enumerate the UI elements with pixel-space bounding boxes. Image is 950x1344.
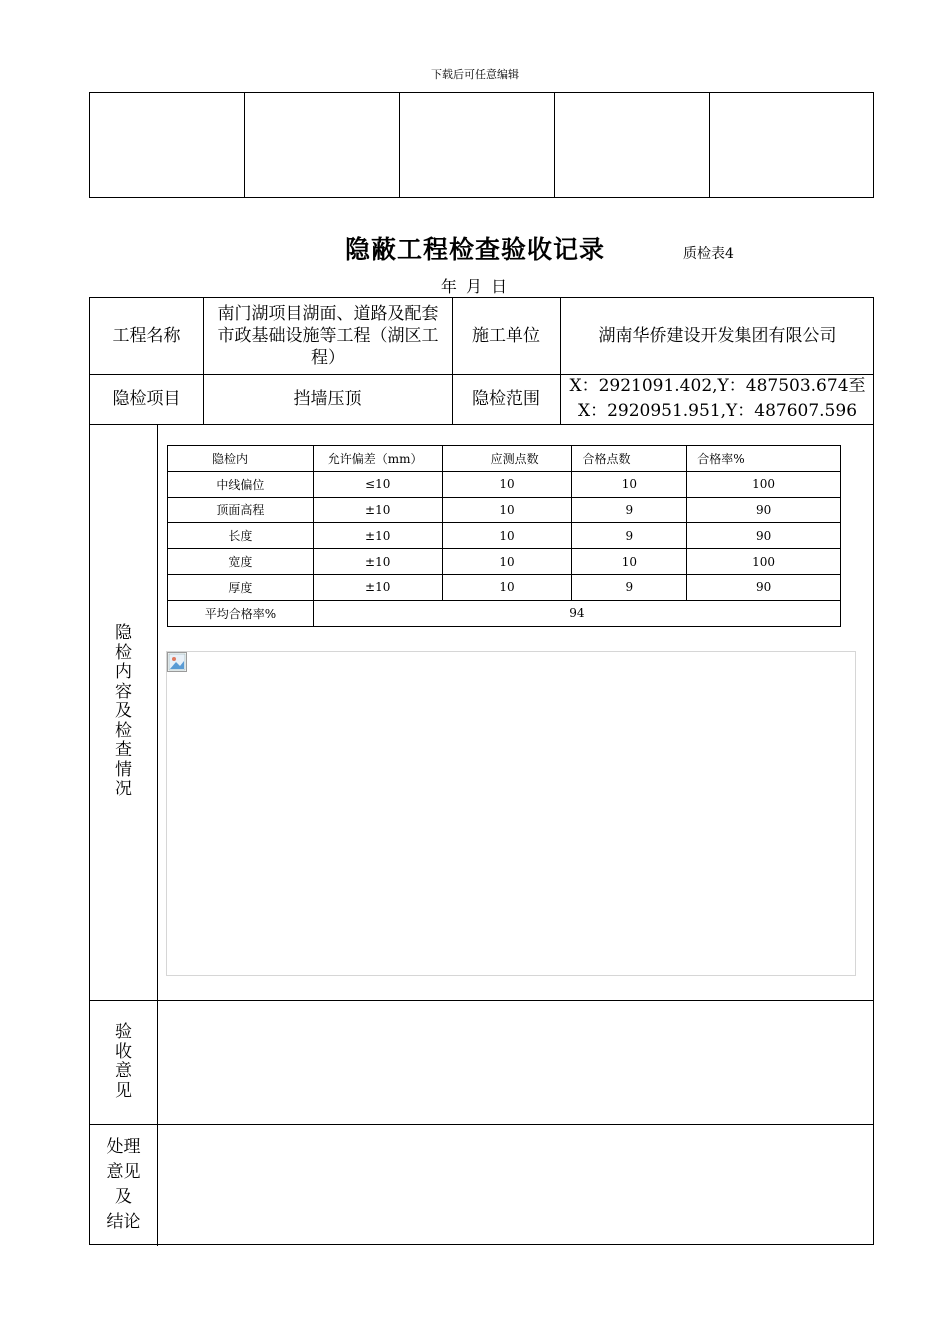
table-cell: 90 [687,497,841,523]
content-label-text: 隐检内容及检查情况 [115,623,132,800]
header-cell: 合格点数 [572,446,687,472]
table-cell: ≤10 [313,471,442,497]
inspection-table [167,445,841,627]
average-label: 平均合格率% [168,600,314,626]
table-cell: 10 [442,523,572,549]
table-cell: 10 [572,471,687,497]
table-cell: 10 [442,574,572,600]
form-number: 质检表4 [683,246,734,262]
page-header-note: 下载后可任意编辑 [431,68,519,81]
range-line-1: X：2921091.402,Y：487503.674至 [569,376,866,396]
table-cell: 10 [442,497,572,523]
table-row [168,471,841,497]
table-cell: ±10 [313,574,442,600]
table-cell: 长度 [168,523,314,549]
table-row [168,574,841,600]
table-row [168,523,841,549]
table-cell: 90 [687,574,841,600]
conclusion-label [90,1124,157,1246]
inspection-item-label: 隐检项目 [112,388,181,409]
acceptance-label-text: 验收意见 [115,1022,132,1101]
table-cell: 9 [572,497,687,523]
table-cell: ±10 [313,549,442,575]
broken-image-icon [167,652,187,672]
inspection-photo-placeholder [166,651,856,976]
conclusion-label-line: 结论 [106,1212,141,1232]
table-cell: ±10 [313,497,442,523]
table-cell: 10 [442,471,572,497]
table-cell: ±10 [313,523,442,549]
table-cell: 宽度 [168,549,314,575]
table-cell: 100 [687,549,841,575]
acceptance-label [90,1000,157,1124]
grid-cell [710,93,873,197]
project-name-value: 南门湖项目湖面、道路及配套市政基础设施等工程（湖区工程） [217,303,439,369]
grid-cell [245,93,400,197]
table-cell: 顶面高程 [168,497,314,523]
content-label [90,424,157,1000]
table-average-row [168,600,841,626]
project-name-label: 工程名称 [112,325,181,346]
table-cell: 中线偏位 [168,471,314,497]
grid-cell [400,93,555,197]
date-line: 年 月 日 [440,277,510,296]
table-header-row [168,446,841,472]
table-cell: 10 [572,549,687,575]
conclusion-label-line: 意见 [106,1162,141,1182]
table-cell: 9 [572,574,687,600]
inspection-range-value [560,374,875,424]
contractor-label: 施工单位 [472,325,540,346]
inspection-range-label: 隐检范围 [472,388,540,409]
header-cell: 合格率% [687,446,841,472]
conclusion-label-line: 处理 [106,1137,141,1157]
table-cell: 100 [687,471,841,497]
range-line-2: X：2920951.951,Y：487607.596 [577,401,858,421]
header-cell: 隐检内 [168,446,314,472]
grid-cell [555,93,710,197]
table-row [168,549,841,575]
table-cell: 90 [687,523,841,549]
top-empty-grid [89,92,874,198]
contractor-value: 湖南华侨建设开发集团有限公司 [598,325,837,346]
page-title: 隐蔽工程检查验收记录 [345,235,606,264]
header-cell: 允许偏差（mm） [313,446,442,472]
inspection-item-value: 挡墙压顶 [293,388,362,409]
table-cell: 厚度 [168,574,314,600]
conclusion-label-line: 及 [115,1187,132,1207]
table-row [168,497,841,523]
grid-cell [90,93,245,197]
header-cell: 应测点数 [442,446,572,472]
table-cell: 10 [442,549,572,575]
table-cell: 9 [572,523,687,549]
average-value: 94 [313,600,840,626]
